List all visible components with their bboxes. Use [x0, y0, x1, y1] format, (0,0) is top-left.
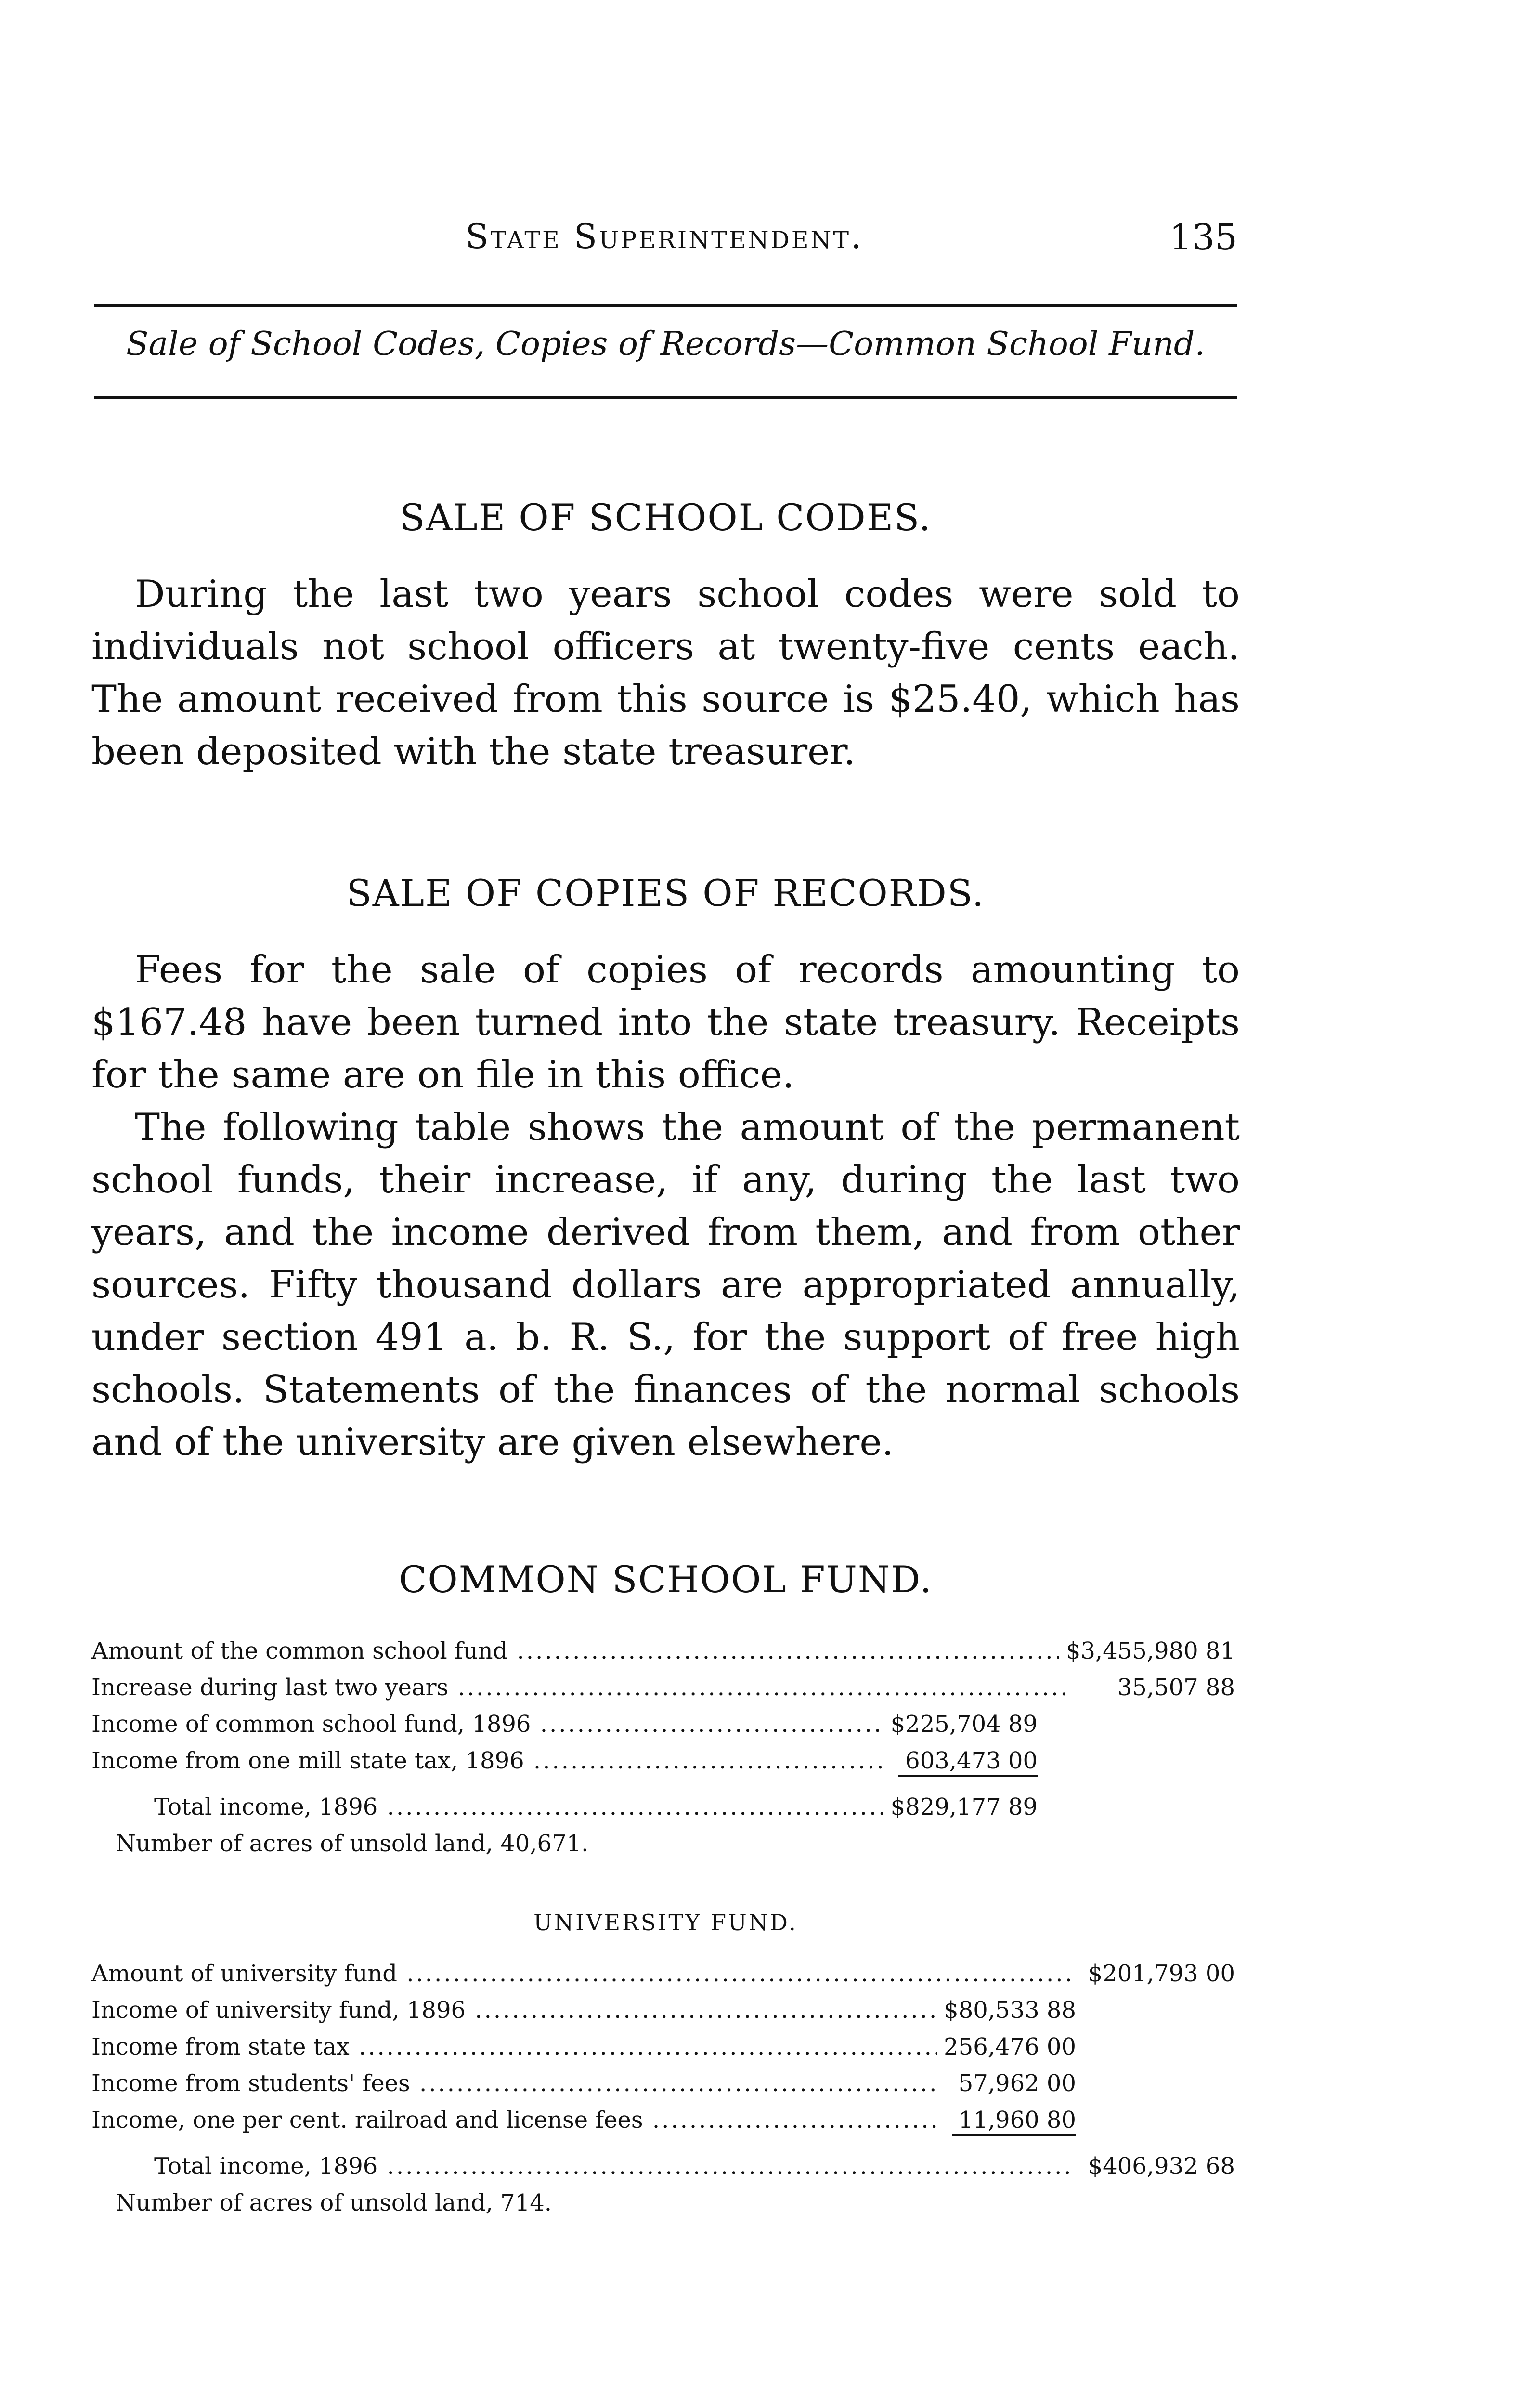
row-label: Income, one per cent. railroad and license fees ..... — [91, 2107, 939, 2133]
table-row — [91, 1747, 1240, 1784]
unsold-land-note: Number of acres of unsold land, 40,671. — [116, 1830, 589, 1857]
row-total: $406,932 68 — [1081, 2153, 1235, 2180]
heading-common-school-fund: COMMON SCHOOL FUND. — [399, 1558, 933, 1601]
row-income: 256,476 00 — [937, 2033, 1076, 2060]
table-row — [91, 2033, 1240, 2070]
header-rule-top — [94, 304, 1237, 307]
paragraph-school-codes: During the last two years school codes were sold to individuals not school officers at twenty-five cents each. The amount received from this source is $25.40, which has been deposited with the state treasurer. — [91, 573, 1240, 773]
row-label: Income from students' fees ..... — [91, 2070, 939, 2097]
row-income: $225,704 89 — [884, 1711, 1038, 1738]
heading-university-fund: UNIVERSITY FUND. — [533, 1910, 798, 1936]
running-head — [91, 217, 1237, 265]
table-row — [91, 1637, 1240, 1674]
row-label: Income from one mill state tax, 1896 ..... — [91, 1747, 886, 1774]
row-income: 57,962 00 — [952, 2070, 1076, 2097]
running-title: State Superintendent. — [465, 217, 864, 256]
row-amount: $201,793 00 — [1081, 1960, 1235, 1987]
running-subtitle: Sale of School Codes, Copies of Records—Common School Fund. — [126, 325, 1206, 363]
table-row — [91, 2070, 1240, 2107]
heading-sale-of-copies: SALE OF COPIES OF RECORDS. — [346, 872, 985, 915]
heading-sale-of-school-codes: SALE OF SCHOOL CODES. — [400, 496, 932, 539]
table-row-total — [91, 2153, 1240, 2189]
table-row — [91, 2107, 1240, 2143]
table-row — [91, 1960, 1240, 1997]
row-total: $829,177 89 — [884, 1793, 1038, 1820]
row-income: 603,473 00 — [898, 1747, 1038, 1777]
university-fund-table — [91, 1960, 1240, 2226]
row-income: $80,533 88 — [937, 1997, 1076, 2024]
row-income: 11,960 80 — [952, 2107, 1076, 2136]
table-note — [91, 2189, 1240, 2226]
row-label: Income of university fund, 1896 ..... — [91, 1997, 939, 2024]
paragraph-copies-of-records: Fees for the sale of copies of records amounting to $167.48 have been turned into the state treasury. Receipts for the same are on file in this office. — [91, 948, 1240, 1097]
table-row — [91, 1674, 1240, 1711]
row-amount: 35,507 88 — [1111, 1674, 1235, 1701]
table-row-total — [91, 1793, 1240, 1830]
row-amount: $3,455,980 81 — [1059, 1637, 1235, 1664]
row-label: Amount of the common school fund ..... — [91, 1637, 1071, 1664]
row-label: Income of common school fund, 1896 ..... — [91, 1711, 886, 1738]
paragraph-permanent-funds: The following table shows the amount of the permanent school funds, their increase, if any, during the last two years, and the income derived from them, and from other sources. Fifty thousand dollars are appropriated annually, under section 491 a. b. R. S., for the support of free high schools. Statements of the finances of the normal schools and of the university are given elsewhere. — [91, 1106, 1240, 1464]
row-label: Amount of university fund ..... — [91, 1960, 1074, 1987]
common-school-fund-table — [91, 1637, 1240, 1867]
row-label: Total income, 1896 ..... — [154, 1793, 886, 1820]
row-label: Increase during last two years ..... — [91, 1674, 1071, 1701]
unsold-land-note: Number of acres of unsold land, 714. — [116, 2189, 552, 2216]
table-row — [91, 1711, 1240, 1747]
table-row — [91, 1997, 1240, 2033]
page-number: 135 — [1169, 217, 1237, 258]
header-rule-bottom — [94, 396, 1237, 399]
row-label: Total income, 1896 ..... — [154, 2153, 1074, 2180]
table-note — [91, 1830, 1240, 1867]
row-label: Income from state tax ..... — [91, 2033, 939, 2060]
